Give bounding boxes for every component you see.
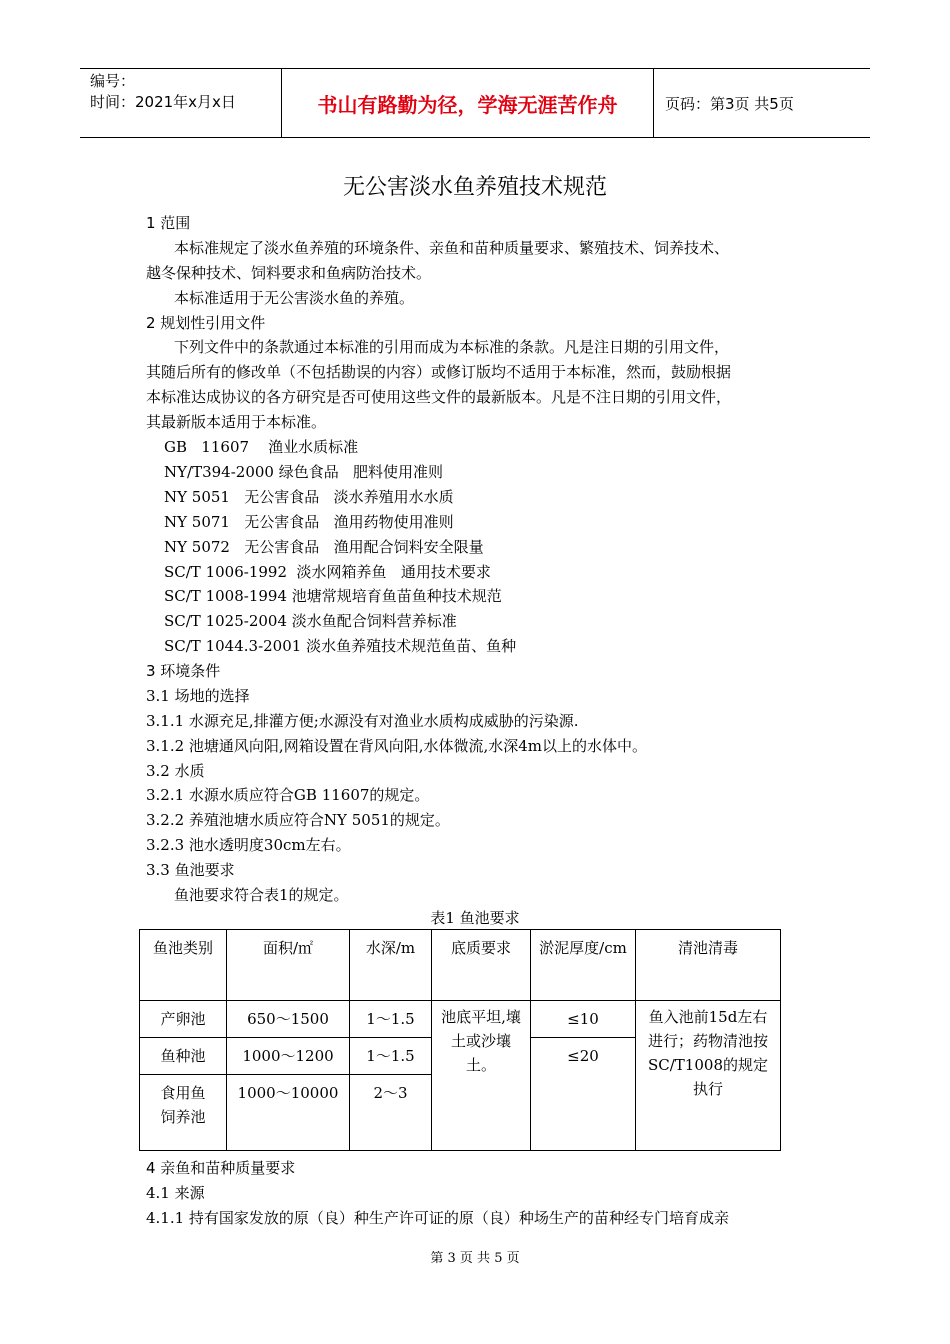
table-cell-depth: 2～3 [350,1075,432,1151]
section-3-heading: 3 环境条件 [146,662,221,680]
clause-line: 3.3 鱼池要求 [146,861,235,879]
reference-item: NY 5072 无公害食品 渔用配合饲料安全限量 [164,538,484,556]
clause-line: 3.2.2 养殖池塘水质应符合NY 5051的规定。 [146,811,450,829]
table-cell-depth: 1～1.5 [350,1001,432,1038]
table-cell-cleaning: 鱼入池前15d左右进行；药物清池按SC/T1008的规定执行 [636,1001,781,1151]
section-1-paragraph-line: 越冬保种技术、饲料要求和鱼病防治技术。 [146,264,432,282]
section-4-heading: 4 亲鱼和苗种质量要求 [146,1159,296,1177]
table-caption: 表1 鱼池要求 [430,909,520,927]
table-cell-bottom: 池底平坦,壤土或沙壤土。 [432,1001,531,1151]
table-cell-type: 产卵池 [140,1001,227,1038]
document-number-label: 编号： [90,72,136,90]
header-meta [90,71,236,113]
document-date: 时间：2021年x月x日 [90,93,236,111]
table-header-cell: 面积/㎡ [227,930,350,1001]
table-cell-mud: ≤10 [531,1001,636,1038]
table-cell-depth: 1～1.5 [350,1038,432,1075]
reference-item: SC/T 1008-1994 池塘常规培育鱼苗鱼种技术规范 [164,587,502,605]
clause-line: 3.1 场地的选择 [146,687,250,705]
section-2-paragraph-line: 本标准达成协议的各方研究是否可使用这些文件的最新版本。凡是不注日期的引用文件， [146,388,732,406]
table-header-row [140,930,781,1001]
reference-item: SC/T 1006-1992 淡水网箱养鱼 通用技术要求 [164,563,491,581]
header-motto-cell [281,69,654,137]
reference-item: SC/T 1044.3-2001 淡水鱼养殖技术规范鱼苗、鱼种 [164,637,517,655]
section-1-paragraph-line: 本标准规定了淡水鱼养殖的环境条件、亲鱼和苗种质量要求、繁殖技术、饲养技术、 [174,239,730,257]
motto-text: 书山有路勤为径，学海无涯苦作舟 [317,92,618,117]
clause-line: 鱼池要求符合表1的规定。 [174,886,349,904]
table-cell-area: 1000～10000 [227,1075,350,1151]
reference-item: NY 5071 无公害食品 渔用药物使用准则 [164,513,454,531]
clause-line: 3.2.1 水源水质应符合GB 11607的规定。 [146,786,430,804]
section-2-paragraph-line: 下列文件中的条款通过本标准的引用而成为本标准的条款。凡是注日期的引用文件， [174,338,730,356]
table-header-cell: 鱼池类别 [140,930,227,1001]
section-2-heading: 2 规划性引用文件 [146,314,266,332]
page-footer: 第 3 页 共 5 页 [430,1251,520,1266]
table-cell-type: 食用鱼饲养池 [140,1075,227,1151]
fish-pond-table [139,929,781,1151]
section-2-paragraph-line: 其最新版本适用于本标准。 [146,413,327,431]
table-cell-area: 650～1500 [227,1001,350,1038]
section-1-paragraph-line: 本标准适用于无公害淡水鱼的养殖。 [174,289,415,307]
table-header-cell: 底质要求 [432,930,531,1001]
page-header [80,68,870,138]
section-2-paragraph-line: 其随后所有的修改单（不包括勘误的内容）或修订版均不适用于本标准，然而，鼓励根据 [146,363,732,381]
section-1-heading: 1 范围 [146,214,191,232]
reference-item: NY/T394-2000 绿色食品 肥料使用准则 [164,463,444,481]
table-row [140,1001,781,1038]
table-header-cell: 水深/m [350,930,432,1001]
table-header-cell: 清池清毒 [636,930,781,1001]
reference-item: SC/T 1025-2004 淡水鱼配合饲料营养标准 [164,612,457,630]
clause-line: 4.1.1 持有国家发放的原（良）种生产许可证的原（良）种场生产的苗种经专门培育成亲 [146,1209,729,1227]
table-cell-area: 1000～1200 [227,1038,350,1075]
table-cell-mud: ≤20 [531,1038,636,1151]
table-cell-type: 鱼种池 [140,1038,227,1075]
document-title: 无公害淡水鱼养殖技术规范 [342,175,607,200]
reference-item: NY 5051 无公害食品 淡水养殖用水水质 [164,488,454,506]
header-page-info: 页码：第3页 共5页 [665,95,794,113]
clause-line: 3.1.2 池塘通风向阳,网箱设置在背风向阳,水体微流,水深4m以上的水体中。 [146,737,648,755]
clause-line: 3.1.1 水源充足,排灌方便;水源没有对渔业水质构成威胁的污染源. [146,712,579,730]
table-header-cell: 淤泥厚度/cm [531,930,636,1001]
clause-line: 3.2.3 池水透明度30cm左右。 [146,836,351,854]
clause-line: 4.1 来源 [146,1184,205,1202]
clause-line: 3.2 水质 [146,762,205,780]
reference-item: GB 11607 渔业水质标准 [164,438,359,456]
